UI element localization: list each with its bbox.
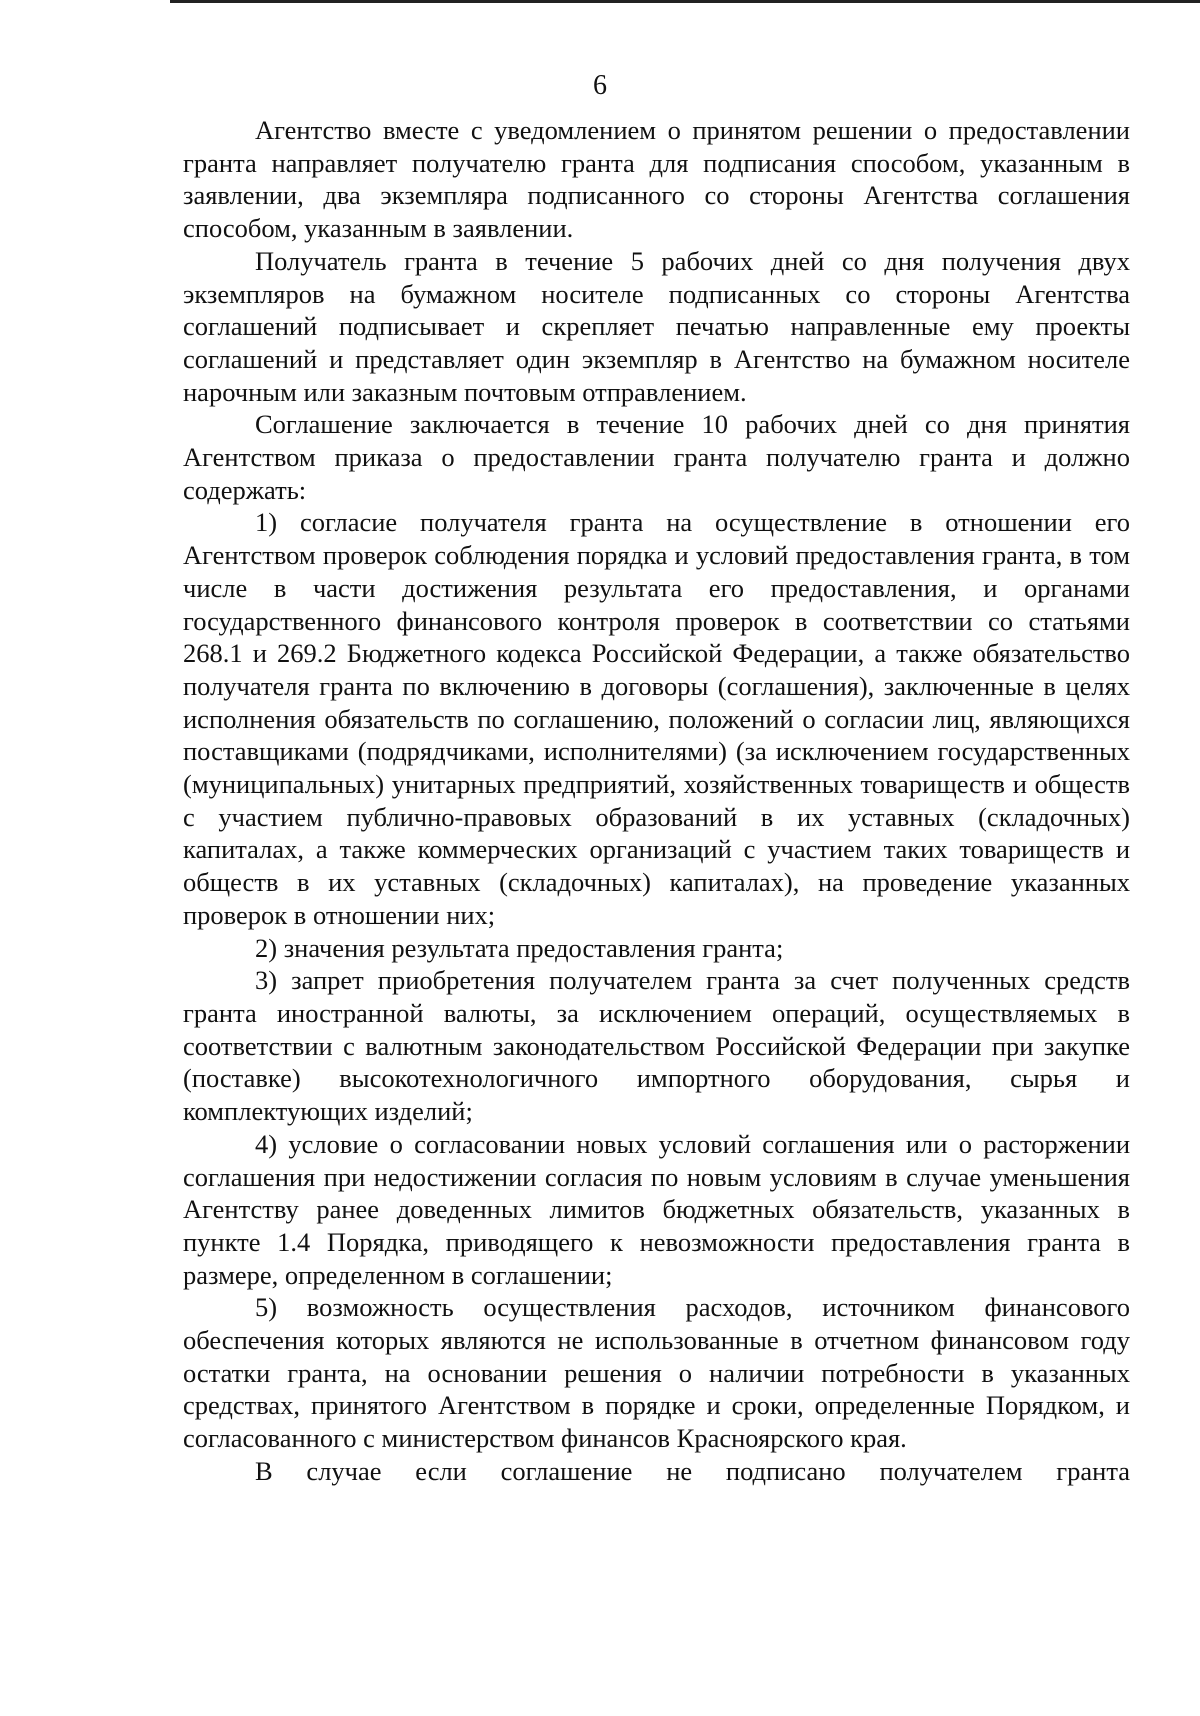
scan-top-edge [170, 0, 1200, 3]
paragraph-agreement-terms: Соглашение заключается в течение 10 рабочих дней со дня принятия Агентством приказа о предоставлении гранта получателю гранта и должно содержать: [183, 409, 1130, 505]
list-item-3-currency-ban: 3) запрет приобретения получателем гранта за счет полученных средств гранта иностранной валюты, за исключением операций, осуществляемых в соответствии с валютным законодательством Российской Федерации при закупке (поставке) высокотехнологичного импортного оборудования, сырья и комплектующих изделий; [183, 965, 1130, 1127]
list-item-4-new-conditions: 4) условие о согласовании новых условий соглашения или о расторжении соглашения при недостижении согласия по новым условиям в случае уменьшения Агентству ранее доведенных лимитов бюджетных обязательств, указанных в пункте 1.4 Порядка, приводящего к невозможности предоставления гранта в размере, определенном в соглашении; [183, 1128, 1130, 1290]
document-body [183, 114, 1130, 1488]
paragraph-notification: Агентство вместе с уведомлением о принятом решении о предоставлении гранта направляет получателю гранта для подписания способом, указанным в заявлении, два экземпляра подписанного со стороны Агентства соглашения способом, указанным в заявлении. [183, 115, 1130, 244]
page-number: 6 [593, 70, 607, 101]
list-item-1-consent: 1) согласие получателя гранта на осуществление в отношении его Агентством проверок соблюдения порядка и условий предоставления гранта, в том числе в части достижения результата его предоставления, и органами государственного финансового контроля проверок в соответствии со статьями 268.1 и 269.2 Бюджетного кодекса Российской Федерации, а также обязательство получателя гранта по включению в договоры (соглашения), заключенные в целях исполнения обязательств по соглашению, положений о согласии лиц, являющихся поставщиками (подрядчиками, исполнителями) (за исключением государственных (муниципальных) унитарных предприятий, хозяйственных товариществ и обществ с участием публично-правовых образований в их уставных (складочных) капиталах, а также коммерческих организаций с участием таких товариществ и обществ в их уставных (складочных) капиталах), на проведение указанных проверок в отношении них; [183, 507, 1130, 930]
list-item-2-result-values: 2) значения результата предоставления гранта; [255, 932, 784, 963]
paragraph-unsigned-case: В случае если соглашение не подписано получателем гранта [255, 1455, 1130, 1486]
list-item-5-remaining-funds: 5) возможность осуществления расходов, источником финансового обеспечения которых являются не использованные в отчетном финансовом году остатки гранта, на основании решения о наличии потребности в указанных средствах, принятого Агентством в порядке и сроки, определенные Порядком, и согласованного с министерством финансов Красноярского края. [183, 1292, 1130, 1454]
paragraph-signing: Получатель гранта в течение 5 рабочих дней со дня получения двух экземпляров на бумажном носителе подписанных со стороны Агентства соглашений подписывает и скрепляет печатью направленные ему проекты соглашений и представляет один экземпляр в Агентство на бумажном носителе нарочным или заказным почтовым отправлением. [183, 245, 1130, 407]
